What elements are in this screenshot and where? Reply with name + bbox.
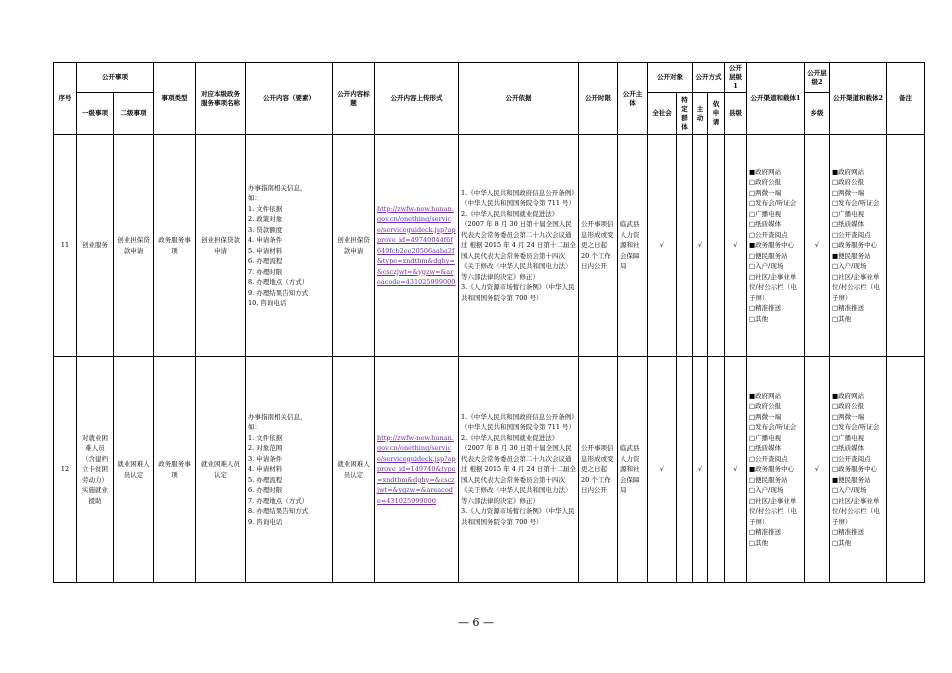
header-note: 备注 (887, 63, 925, 135)
cell-society: √ (648, 357, 677, 583)
upload-link[interactable]: http://zwfw-new.hunan.gov.cn/onething/service/serviceguideck.jsp?approve_id=149740&type=xndtbm&dghy=&csczjwt=&ygzw=&areacode=431025999000 (377, 433, 456, 505)
header-content: 公开内容（要素） (246, 63, 333, 135)
header-society: 全社会 (648, 93, 677, 135)
cell-content: 办事指南相关信息， 如： 1. 文件依据 2. 对象范围 3. 申请条件 4. 申请材料 5. 办理流程 6. 办理时限 7. 办理地点（方式） 8. 办理结果告知方式 9. 咨询电话 (246, 357, 333, 583)
cell-society: √ (648, 135, 677, 357)
page-number: — 6 — (458, 616, 494, 629)
header-item: 公开事项 (77, 63, 154, 93)
upload-link[interactable]: http://zwfw-new.hunan.gov.cn/onething/service/serviceguideck.jsp?approve_id=49740044f6f649fcb2ee20506aaba2f&type=xndtbm&dghy=&csczjwt=&ygzw=&areacode=431025999000 (377, 204, 456, 286)
header-active: 主动 (693, 93, 708, 135)
header-specific: 特定群体 (677, 93, 693, 135)
header-type: 事项类型 (154, 63, 196, 135)
cell-channel2: ■政府网站 □政府公报 □两微一端 □发布会/听证会 □广播电视 □纸质媒体 □公开查阅点 □政务服务中心 ■便民服务站 □入户/现场 □社区/企事业单位/村公示栏（电子屏） □精准推送 □其他 (830, 135, 887, 357)
header-county: 县级 (725, 93, 747, 135)
header-mode: 公开方式 (693, 63, 725, 93)
cell-request (708, 357, 725, 583)
header-level1: 公开层级1 (725, 63, 747, 93)
cell-county: √ (725, 135, 747, 357)
cell-type: 政务服务事项 (154, 357, 196, 583)
cell-time: 公开事项信息形成或变更之日起 20 个工作日内公开 (579, 357, 618, 583)
cell-town: √ (805, 357, 830, 583)
header-request: 依申请 (708, 93, 725, 135)
cell-county: √ (725, 357, 747, 583)
cell-time: 公开事项信息形成或变更之日起 20 个工作日内公开 (579, 135, 618, 357)
header-subject: 公开主体 (618, 63, 648, 135)
cell-active: √ (693, 357, 708, 583)
header-channel1: 公开渠道和载体1 (747, 63, 805, 135)
cell-note (887, 135, 925, 357)
cell-channel1: ■政府网站 □政府公报 □两微一端 □发布会/听证会 □广播电视 □纸质媒体 □公开查阅点 ■政务服务中心 □便民服务站 □入户/现场 □社区/企事业单位/村公示栏（电子屏） □精准推送 □其他 (747, 135, 805, 357)
cell-level-two: 就业困难人员认定 (114, 357, 154, 583)
header-time: 公开时限 (579, 63, 618, 135)
cell-basis: 1.《中华人民共和国政府信息公开条例》（中华人民共和国国务院令第 711 号） 2.《中华人民共和国就业促进法》（2007 年 8 月 30 日第十届全国人民代表大会常务委员会第二十九次会议通过 根据 2015 年 4 月 24 日第十二届全国人民代表大会常务委员会第十四次《关于修改〈中华人民共和国电力法〉等六部法律的决定》修正） 3.《人力资源市场暂行条例》（中华人民共和国国务院令第 700 号） (459, 357, 579, 583)
header-seq: 序号 (54, 63, 77, 135)
header-upload: 公开内容上传形式 (375, 63, 459, 135)
header-object: 公开对象 (648, 63, 693, 93)
header-service: 对应本级政务服务事项名称 (196, 63, 246, 135)
cell-content-title: 就业困难人员认定 (333, 357, 375, 583)
cell-content: 办事指南相关信息， 如： 1. 文件依据 2. 政策对象 3. 贷款额度 4. 申请条件 5. 申请材料 6. 办理流程 7. 办理时限 8. 办理地点（方式） 9. 办理结果告知方式 10. 咨询电话 (246, 135, 333, 357)
cell-channel1: ■政府网站 □政府公报 □两微一端 □发布会/听证会 □广播电视 □纸质媒体 □公开查阅点 ■政务服务中心 □便民服务站 □入户/现场 □社区/企事业单位/村公示栏（电子屏） □精准推送 □其他 (747, 357, 805, 583)
cell-channel2: ■政府网站 □政府公报 □两微一端 □发布会/听证会 □广播电视 □纸质媒体 □公开查阅点 □政务服务中心 ■便民服务站 □入户/现场 □社区/企事业单位/村公示栏（电子屏） □精准推送 □其他 (830, 357, 887, 583)
cell-level-one: 对就业困难人员（含建档立卡贫困劳动力）实施就业援助 (77, 357, 114, 583)
header-level-two: 二级事项 (114, 93, 154, 135)
cell-seq: 12 (54, 357, 77, 583)
cell-level-two: 创业担保贷款申请 (114, 135, 154, 357)
cell-type: 政务服务事项 (154, 135, 196, 357)
table-row (54, 357, 925, 583)
cell-town: √ (805, 135, 830, 357)
cell-level-one: 创业服务 (77, 135, 114, 357)
header-level-one: 一级事项 (77, 93, 114, 135)
cell-subject: 临武县人力资源和社会保障局 (618, 357, 648, 583)
cell-content-title: 创业担保贷款申请 (333, 135, 375, 357)
header-level2: 公开层级2 (805, 63, 830, 93)
cell-basis: 1.《中华人民共和国政府信息公开条例》（中华人民共和国国务院令第 711 号） 2.《中华人民共和国就业促进法》（2007 年 8 月 30 日第十届全国人民代表大会常务委员会第二十九次会议通过 根据 2015 年 4 月 24 日第十二届全国人民代表大会常务委员会第十四次《关于修改〈中华人民共和国电力法〉等六部法律的决定》修正） 3.《人力资源市场暂行条例》（中华人民共和国国务院令第 700 号） (459, 135, 579, 357)
header-basis: 公开依据 (459, 63, 579, 135)
header-content-title: 公开内容标题 (333, 63, 375, 135)
cell-note (887, 357, 925, 583)
cell-specific (677, 135, 693, 357)
cell-subject: 临武县人力资源和社会保障局 (618, 135, 648, 357)
cell-seq: 11 (54, 135, 77, 357)
cell-service: 就业困难人员认定 (196, 357, 246, 583)
cell-request (708, 135, 725, 357)
header-town: 乡级 (805, 93, 830, 135)
header-channel2: 公开渠道和载体2 (830, 63, 887, 135)
cell-specific (677, 357, 693, 583)
disclosure-table (53, 62, 925, 583)
table-row (54, 135, 925, 357)
cell-active: √ (693, 135, 708, 357)
cell-service: 创业担保贷款申请 (196, 135, 246, 357)
